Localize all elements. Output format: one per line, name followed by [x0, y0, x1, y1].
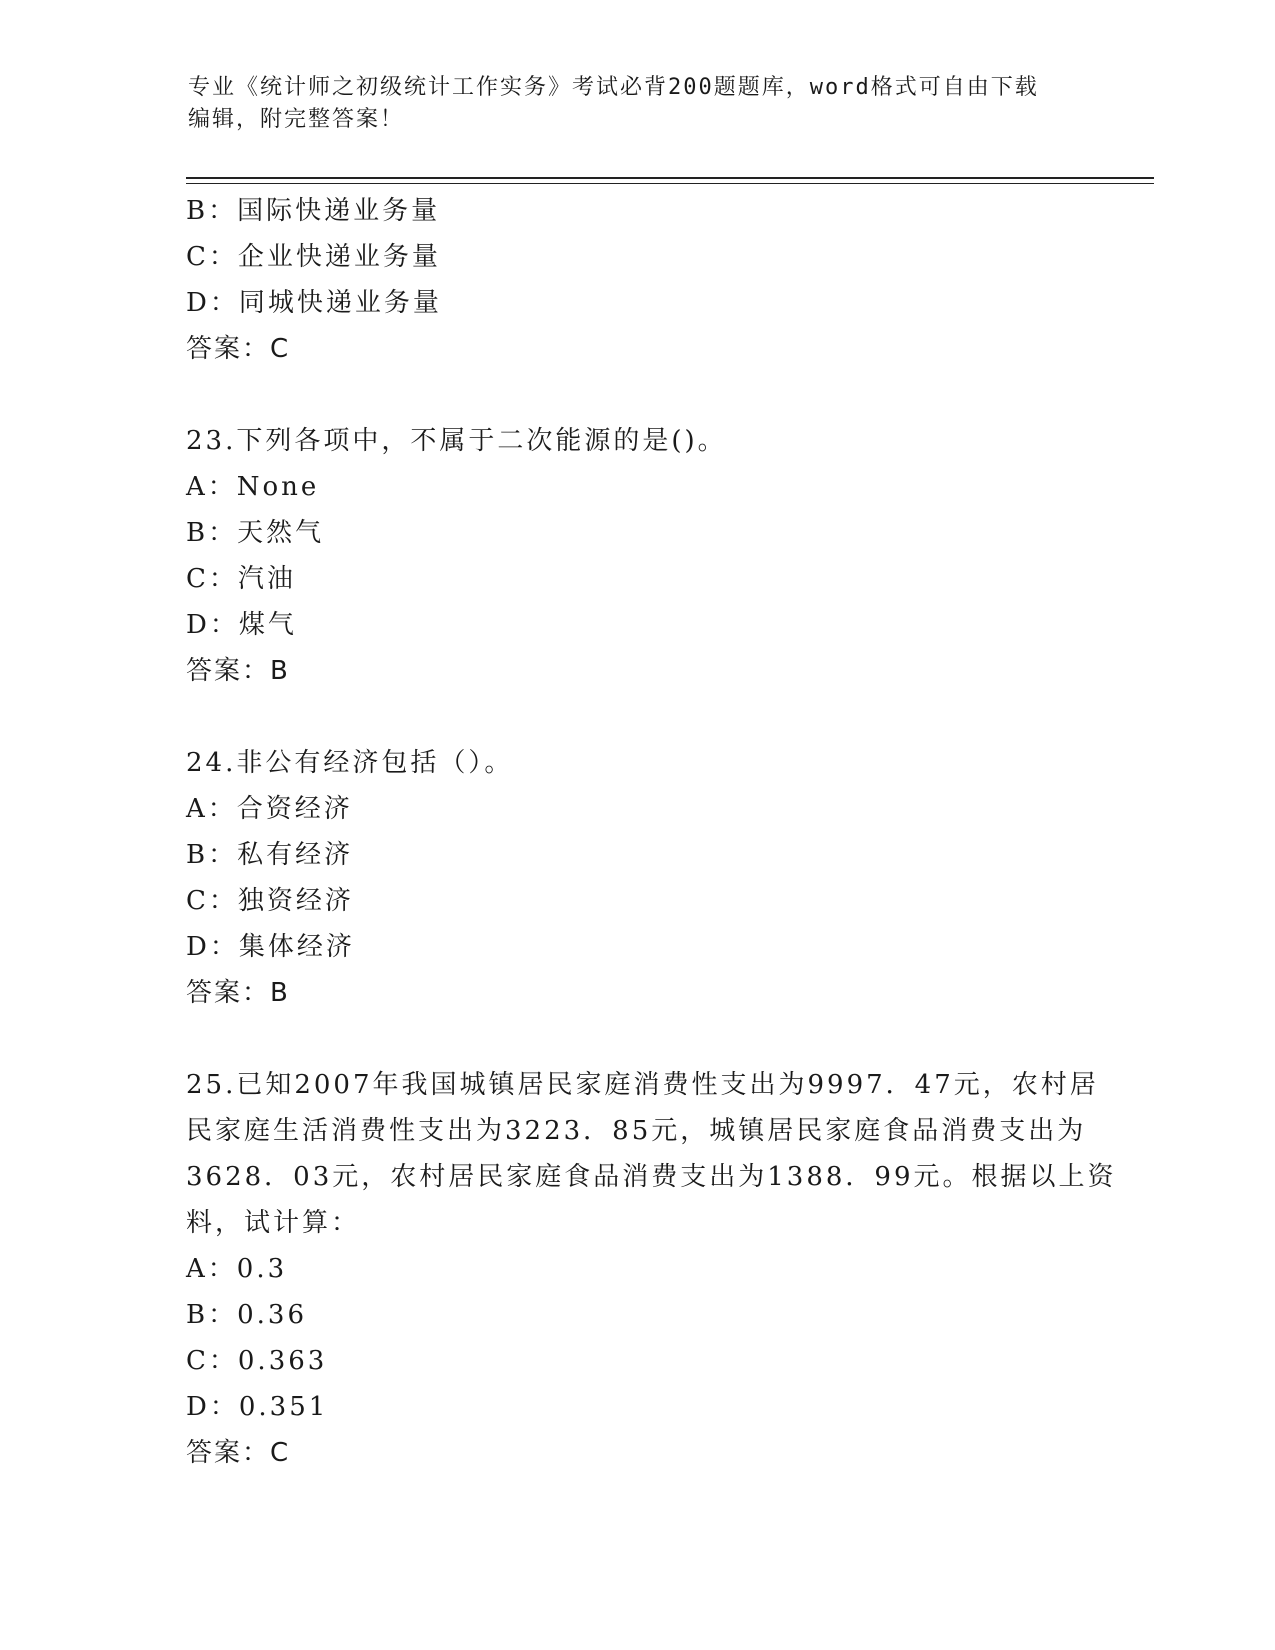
question-text: [186, 740, 1086, 786]
question-block-24: [186, 740, 1086, 1016]
spacer: [186, 372, 1086, 418]
question-list: [186, 188, 1117, 1476]
option-d: D：煤气: [186, 610, 297, 640]
question-line: 25.已知2007年我国城镇居民家庭消费性支出为9997．47元，农村居: [186, 1070, 1099, 1100]
question-block-25: [186, 1062, 1117, 1476]
question-text: [186, 418, 1086, 464]
option-b: B：私有经济: [186, 840, 354, 870]
answer-line: 答案：B: [186, 656, 290, 686]
answer-line: 答案：C: [186, 1438, 291, 1468]
question-block-23: [186, 418, 1086, 694]
spacer: [186, 694, 1086, 740]
header-line: 编辑，附完整答案！: [188, 107, 405, 132]
question-line: 料，试计算：: [186, 1208, 361, 1238]
option-d: D：0.351: [186, 1392, 329, 1422]
option-c: C：独资经济: [186, 886, 354, 916]
question-block-prev: [186, 188, 1086, 372]
header-divider-thick: [186, 177, 1154, 179]
option-d: D：集体经济: [186, 932, 355, 962]
option-c: C：0.363: [186, 1346, 328, 1376]
answer-line: 答案：C: [186, 334, 291, 364]
option-c: C：汽油: [186, 564, 296, 594]
header-divider-thin: [186, 183, 1154, 184]
question-line: 24.非公有经济包括（）。: [186, 748, 514, 778]
option-b: B：0.36: [186, 1300, 307, 1330]
option-d: D：同城快递业务量: [186, 288, 442, 318]
document-header: [188, 72, 1068, 136]
option-a: A：None: [186, 472, 320, 502]
spacer: [186, 1016, 1086, 1062]
option-c: C：企业快递业务量: [186, 242, 441, 272]
question-line: 3628．03元，农村居民家庭食品消费支出为1388．99元。根据以上资: [186, 1162, 1117, 1192]
option-a: A：0.3: [186, 1254, 288, 1284]
header-line: 专业《统计师之初级统计工作实务》考试必背200题题库，word格式可自由下载: [188, 75, 1039, 100]
question-line: 23.下列各项中，不属于二次能源的是()。: [186, 426, 727, 456]
answer-line: 答案：B: [186, 978, 290, 1008]
option-b: B：国际快递业务量: [186, 196, 441, 226]
question-text: [186, 1062, 1117, 1246]
option-b: B：天然气: [186, 518, 325, 548]
question-line: 民家庭生活消费性支出为3223．85元，城镇居民家庭食品消费支出为: [186, 1116, 1087, 1146]
option-a: A：合资经济: [186, 794, 353, 824]
